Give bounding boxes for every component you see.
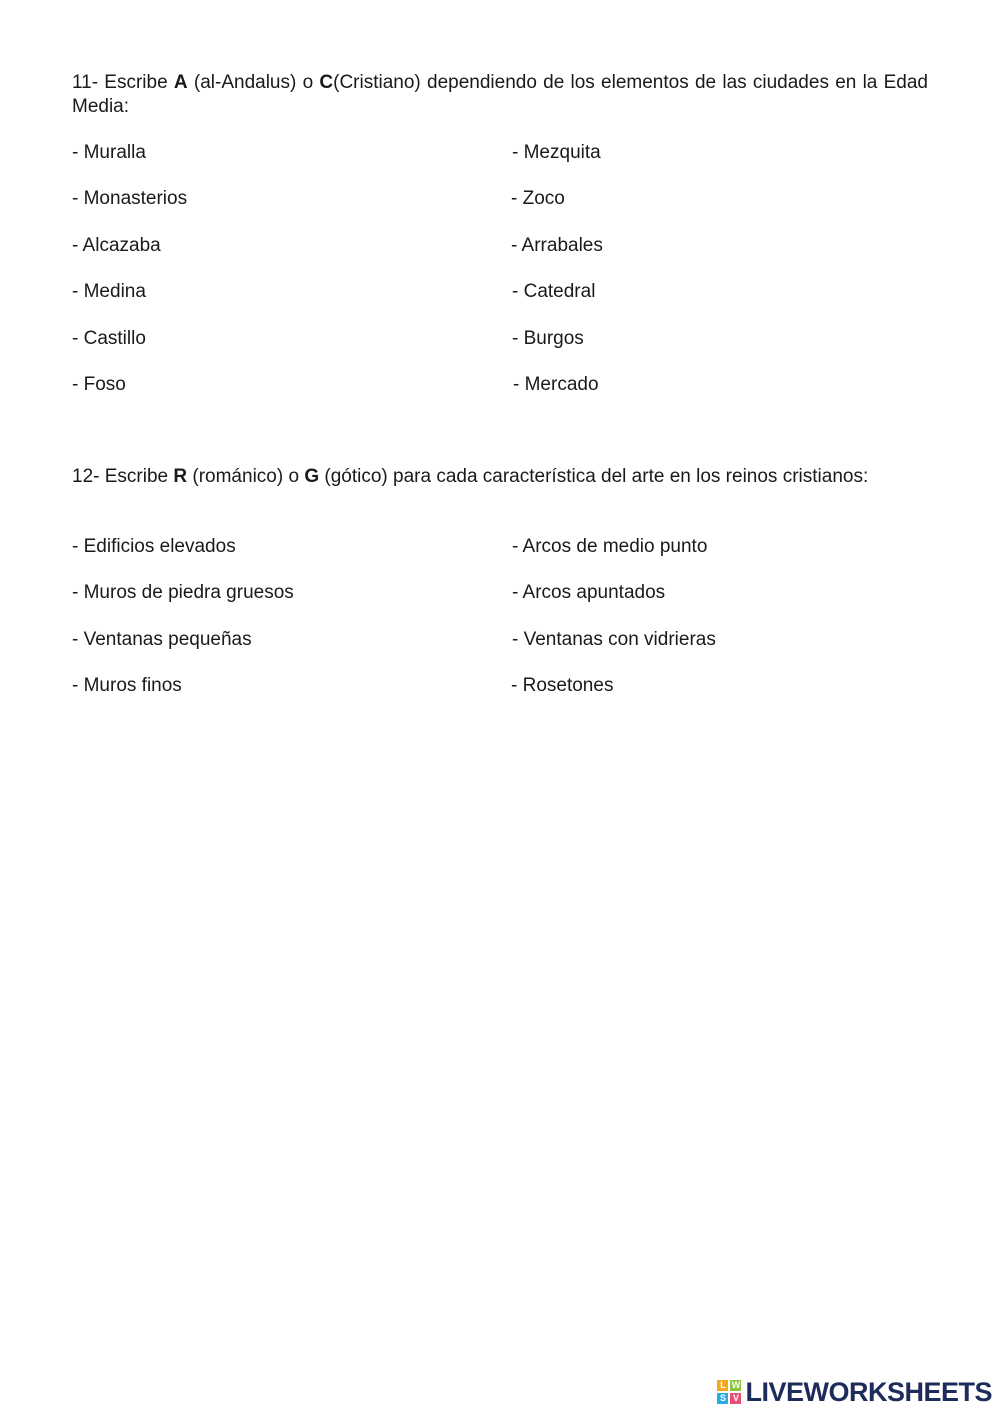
q11-right-item: - Arrabales — [511, 235, 603, 256]
q11-left-item: - Muralla — [72, 142, 146, 163]
q12-text-r: (románico) o — [187, 466, 305, 487]
q11-text-rest: (Cristiano) dependiendo de los elementos de las ciudades en la Edad Media: — [72, 72, 928, 117]
q12-text-rest: (gótico) para cada característica del arte en los reinos cristianos: — [319, 466, 869, 487]
q11-right-item: - Catedral — [512, 281, 596, 302]
q12-left-item: - Muros de piedra gruesos — [72, 582, 294, 603]
q11-letter-a: A — [173, 72, 188, 93]
q11-letter-c: C — [319, 72, 334, 93]
q12-letter-g: G — [304, 466, 320, 487]
logo-icon — [717, 1380, 741, 1404]
q12-left-item: - Muros finos — [72, 675, 182, 696]
q12-left-item: - Edificios elevados — [72, 536, 236, 557]
q11-right-item: - Zoco — [511, 188, 565, 209]
q11-number: 11- Escribe — [72, 72, 174, 93]
q12-right-item: - Arcos apuntados — [512, 582, 666, 603]
q11-right-item: - Mercado — [513, 374, 599, 395]
logo-text: LIVEWORKSHEETS — [745, 1377, 992, 1407]
q12-right-item: - Ventanas con vidrieras — [512, 629, 716, 650]
logo-cell: S — [717, 1393, 728, 1404]
q12-right-item: - Arcos de medio punto — [512, 536, 708, 557]
q11-left-item: - Foso — [72, 374, 126, 395]
question-12-prompt — [72, 465, 928, 489]
q11-left-item: - Alcazaba — [72, 235, 161, 256]
q12-right-item: - Rosetones — [511, 675, 614, 696]
logo-cell: V — [730, 1393, 741, 1404]
logo-cell: W — [731, 1380, 741, 1390]
q11-right-item: - Mezquita — [512, 142, 601, 163]
q11-text-a: (al-Andalus) o — [187, 72, 320, 93]
q12-letter-r: R — [173, 466, 188, 487]
logo-cell: L — [717, 1380, 728, 1391]
q11-right-item: - Burgos — [512, 328, 584, 349]
q11-left-item: - Medina — [72, 281, 146, 302]
liveworksheets-logo — [717, 1379, 992, 1405]
q12-left-item: - Ventanas pequeñas — [72, 629, 252, 650]
q11-left-item: - Monasterios — [72, 188, 188, 209]
question-11-prompt — [72, 71, 928, 119]
q11-left-item: - Castillo — [72, 328, 146, 349]
q12-number: 12- Escribe — [72, 466, 174, 487]
